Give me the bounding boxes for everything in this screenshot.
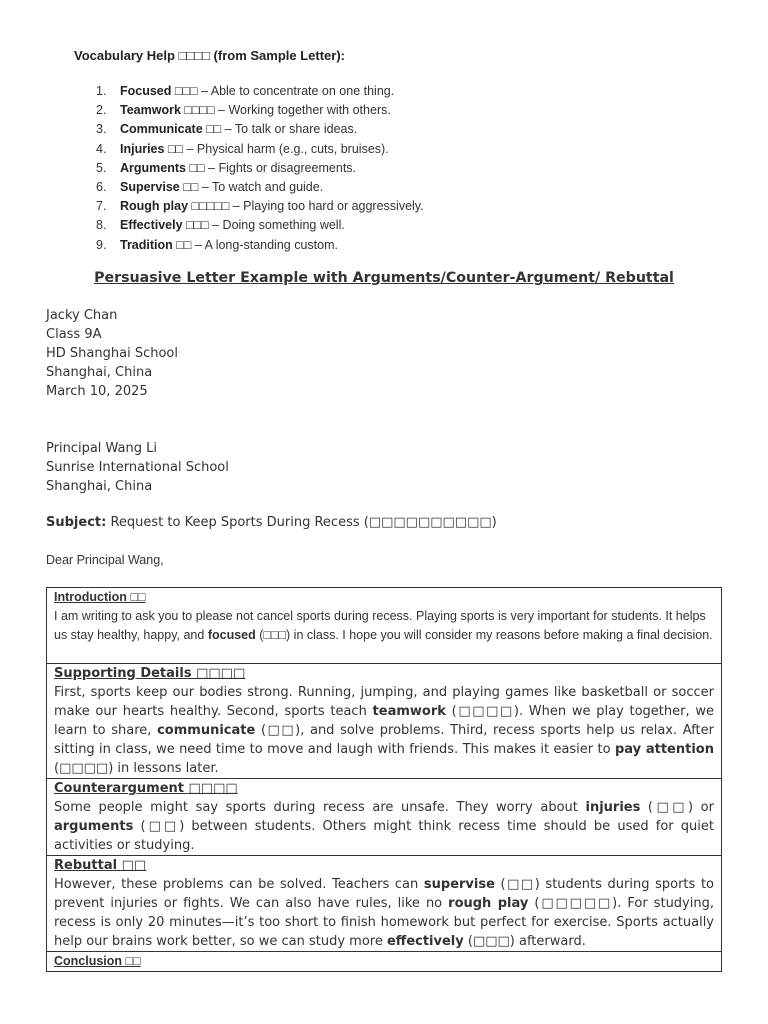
vocab-item xyxy=(96,120,424,139)
greeting: Dear Principal Wang, xyxy=(46,553,164,567)
vocab-item xyxy=(96,216,424,235)
keyword: arguments xyxy=(54,819,134,834)
table-row xyxy=(47,779,722,856)
body-text: (□□□) afterward. xyxy=(463,934,586,949)
recipient-address xyxy=(46,439,229,496)
vocab-item-number: 7. xyxy=(96,199,107,214)
vocab-definition: – Able to concentrate on one thing. xyxy=(197,84,395,98)
body-text: (□□) or xyxy=(640,800,714,815)
vocab-term: Supervise □□ xyxy=(120,179,199,194)
table-row xyxy=(47,856,722,952)
keyword: effectively xyxy=(386,934,464,949)
vocab-term: Effectively □□□ xyxy=(120,218,209,233)
body-text: (□□□□). When we play together, we learn to share, xyxy=(54,704,714,738)
section-body xyxy=(54,798,714,855)
vocab-item xyxy=(96,178,424,197)
section-body xyxy=(54,607,714,645)
keyword: supervise xyxy=(423,877,495,892)
sender-city: Shanghai, China xyxy=(46,365,153,380)
table-row xyxy=(47,952,722,972)
sender-address xyxy=(46,306,178,401)
sender-class: Class 9A xyxy=(46,327,102,342)
vocab-term: Focused □□□ xyxy=(120,84,198,98)
vocab-item xyxy=(96,159,424,178)
body-text: (□□□□□). For studying, recess is only 20 minutes—it’s too short to finish homework but perfect for exercise. Sports actually help our brains work better, so we can study more xyxy=(54,896,714,949)
vocab-definition: – Playing too hard or aggressively. xyxy=(229,199,424,214)
body-text: (□□), and solve problems. Third, recess sports help us relax. After sitting in class, we need time to move and laugh with friends. This makes it easier to xyxy=(54,723,714,757)
body-text: (□□□□) in lessons later. xyxy=(54,761,219,776)
vocab-item xyxy=(96,236,424,255)
keyword: teamwork xyxy=(372,704,446,719)
section-heading: Introduction □□ xyxy=(54,590,146,604)
subject-text: Request to Keep Sports During Recess (□□□□□□□□□□) xyxy=(106,515,497,530)
vocab-definition: – Doing something well. xyxy=(208,218,345,233)
vocab-item-number: 4. xyxy=(96,141,107,156)
recipient-city: Shanghai, China xyxy=(46,479,153,494)
keyword: rough play xyxy=(448,896,529,911)
vocab-item xyxy=(96,140,424,159)
vocab-definition: – To talk or share ideas. xyxy=(221,122,358,137)
section-heading: Supporting Details □□□□ xyxy=(54,666,246,681)
keyword: pay attention xyxy=(614,742,714,757)
letter-date: March 10, 2025 xyxy=(46,384,148,399)
vocab-list xyxy=(96,82,424,255)
sender-name: Jacky Chan xyxy=(46,308,118,323)
vocab-item xyxy=(96,82,424,101)
vocab-item-number: 2. xyxy=(96,103,107,118)
table-row xyxy=(47,664,722,779)
section-heading: Counterargument □□□□ xyxy=(54,781,238,796)
vocab-item xyxy=(96,101,424,120)
letter-structure-table xyxy=(46,587,722,972)
section-body xyxy=(54,683,714,778)
body-text: Some people might say sports during recess are unsafe. They worry about xyxy=(54,800,586,815)
vocab-definition: – To watch and guide. xyxy=(198,179,324,194)
keyword: communicate xyxy=(157,723,256,738)
vocab-term: Injuries □□ xyxy=(120,141,184,156)
section-counterargument xyxy=(47,779,722,856)
sender-school: HD Shanghai School xyxy=(46,346,178,361)
section-conclusion xyxy=(47,952,722,972)
vocab-item-number: 6. xyxy=(96,179,107,194)
section-heading: Conclusion □□ xyxy=(54,954,141,968)
vocab-heading: Vocabulary Help □□□□ (from Sample Letter): xyxy=(74,48,345,63)
vocab-definition: – Physical harm (e.g., cuts, bruises). xyxy=(183,141,389,156)
subject-label: Subject: xyxy=(46,515,107,530)
vocab-item-number: 5. xyxy=(96,160,107,175)
body-text: First, sports keep our bodies strong. Running, jumping, and playing games like basketball or soccer make our hearts healthy. Second, sports teach xyxy=(54,685,714,719)
body-text: (□□) between students. Others might think recess time should be used for quiet activities or studying. xyxy=(54,819,714,853)
vocab-term: Arguments □□ xyxy=(120,160,205,175)
vocab-term: Tradition □□ xyxy=(120,237,192,252)
vocab-item-number: 1. xyxy=(96,84,107,98)
keyword: focused xyxy=(207,628,256,642)
vocab-item-number: 8. xyxy=(96,218,107,233)
vocab-definition: – Fights or disagreements. xyxy=(204,160,357,175)
body-text: I am writing to ask you to please not cancel sports during recess. Playing sports is very important for students. It helps us stay healthy, happy, and xyxy=(54,609,706,642)
vocab-term: Communicate □□ xyxy=(120,122,222,137)
body-text: However, these problems can be solved. Teachers can xyxy=(54,877,424,892)
body-text: (□□) students during sports to prevent injuries or fights. We can also have rules, like no xyxy=(54,877,714,911)
vocab-item-number: 3. xyxy=(96,122,107,137)
section-supporting-details xyxy=(47,664,722,779)
section-introduction xyxy=(47,588,722,664)
vocab-term: Rough play □□□□□ xyxy=(120,199,230,214)
page-title: Persuasive Letter Example with Arguments/Counter-Argument/ Rebuttal xyxy=(94,270,674,286)
recipient-school: Sunrise International School xyxy=(46,460,229,475)
keyword: injuries xyxy=(585,800,641,815)
vocab-item-number: 9. xyxy=(96,237,107,252)
subject-line xyxy=(46,515,497,530)
recipient-name: Principal Wang Li xyxy=(46,441,157,456)
section-heading: Rebuttal □□ xyxy=(54,858,147,873)
body-text: (□□□) in class. I hope you will consider my reasons before making a final decision. xyxy=(255,628,713,642)
section-body xyxy=(54,875,714,951)
section-rebuttal xyxy=(47,856,722,952)
vocab-term: Teamwork □□□□ xyxy=(120,103,215,118)
vocab-definition: – Working together with others. xyxy=(214,103,391,118)
table-row xyxy=(47,588,722,664)
vocab-definition: – A long-standing custom. xyxy=(191,237,338,252)
vocab-item xyxy=(96,197,424,216)
